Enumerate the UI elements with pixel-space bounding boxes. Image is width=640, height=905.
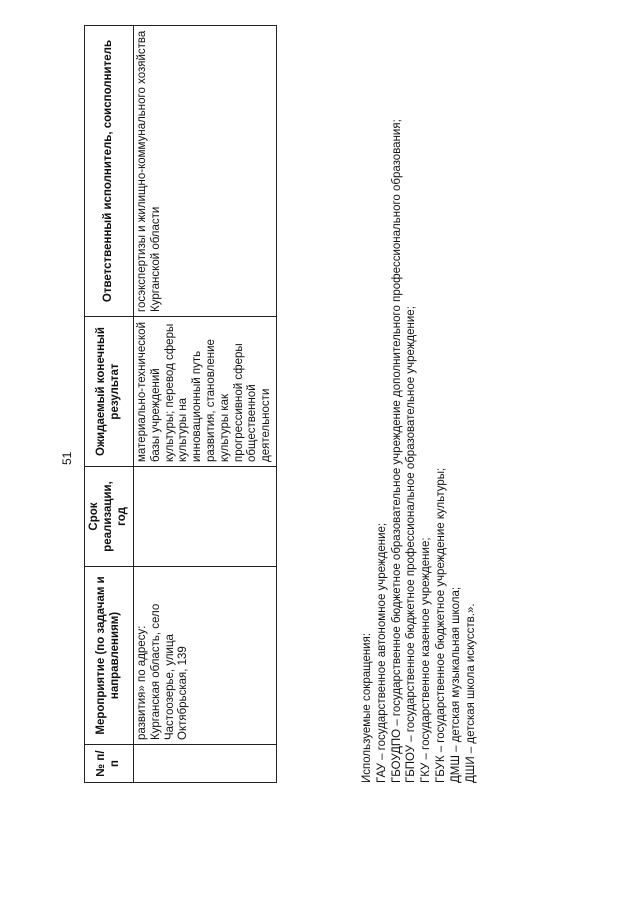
header-result: Ожидаемый конечный результат — [85, 317, 134, 467]
table-header-row — [85, 26, 134, 783]
cell-num — [134, 745, 277, 783]
header-term: Срок реализации, год — [85, 467, 134, 567]
cell-result: материально-технической базы учреждений культуры; перевод сферы культуры на инновационный путь развития, становление культуры как прогрессивной сферы общественной деятельности — [134, 317, 277, 467]
abbreviation-item: ГБОУДПО – государственное бюджетное образовательное учреждение дополнительного профессионального образования; — [390, 119, 403, 783]
abbreviation-item: ДШИ – детская школа искусств.». — [464, 603, 477, 783]
cell-measure: развития» по адресу: Курганская область, село Частоозерье, улица Октябрьская, 139 — [134, 567, 277, 745]
abbreviation-item: ГБПОУ – государственное бюджетное профессиональное образовательное учреждение; — [405, 306, 418, 783]
cell-term — [134, 467, 277, 567]
abbreviation-item: ГКУ – государственное казенное учреждение; — [420, 537, 433, 783]
header-executor: Ответственный исполнитель, соисполнитель — [85, 26, 134, 317]
page-number: 51 — [60, 451, 74, 465]
table-row — [134, 26, 277, 783]
abbreviations-list — [360, 23, 478, 783]
abbreviations-title: Используемые сокращения: — [361, 632, 373, 783]
abbreviation-item: ГБУК – государственное бюджетное учреждение культуры; — [434, 467, 447, 783]
header-measure: Мероприятие (по задачам и направлениям) — [85, 567, 134, 745]
abbreviation-item: ДМШ – детская музыкальная школа; — [449, 586, 462, 783]
measures-table — [84, 25, 277, 783]
cell-executor: госэкспертизы и жилищно-коммунального хозяйства Курганской области — [134, 26, 277, 317]
header-num: № п/п — [85, 745, 134, 783]
abbreviation-item: ГАУ – государственное автономное учреждение; — [375, 522, 388, 783]
